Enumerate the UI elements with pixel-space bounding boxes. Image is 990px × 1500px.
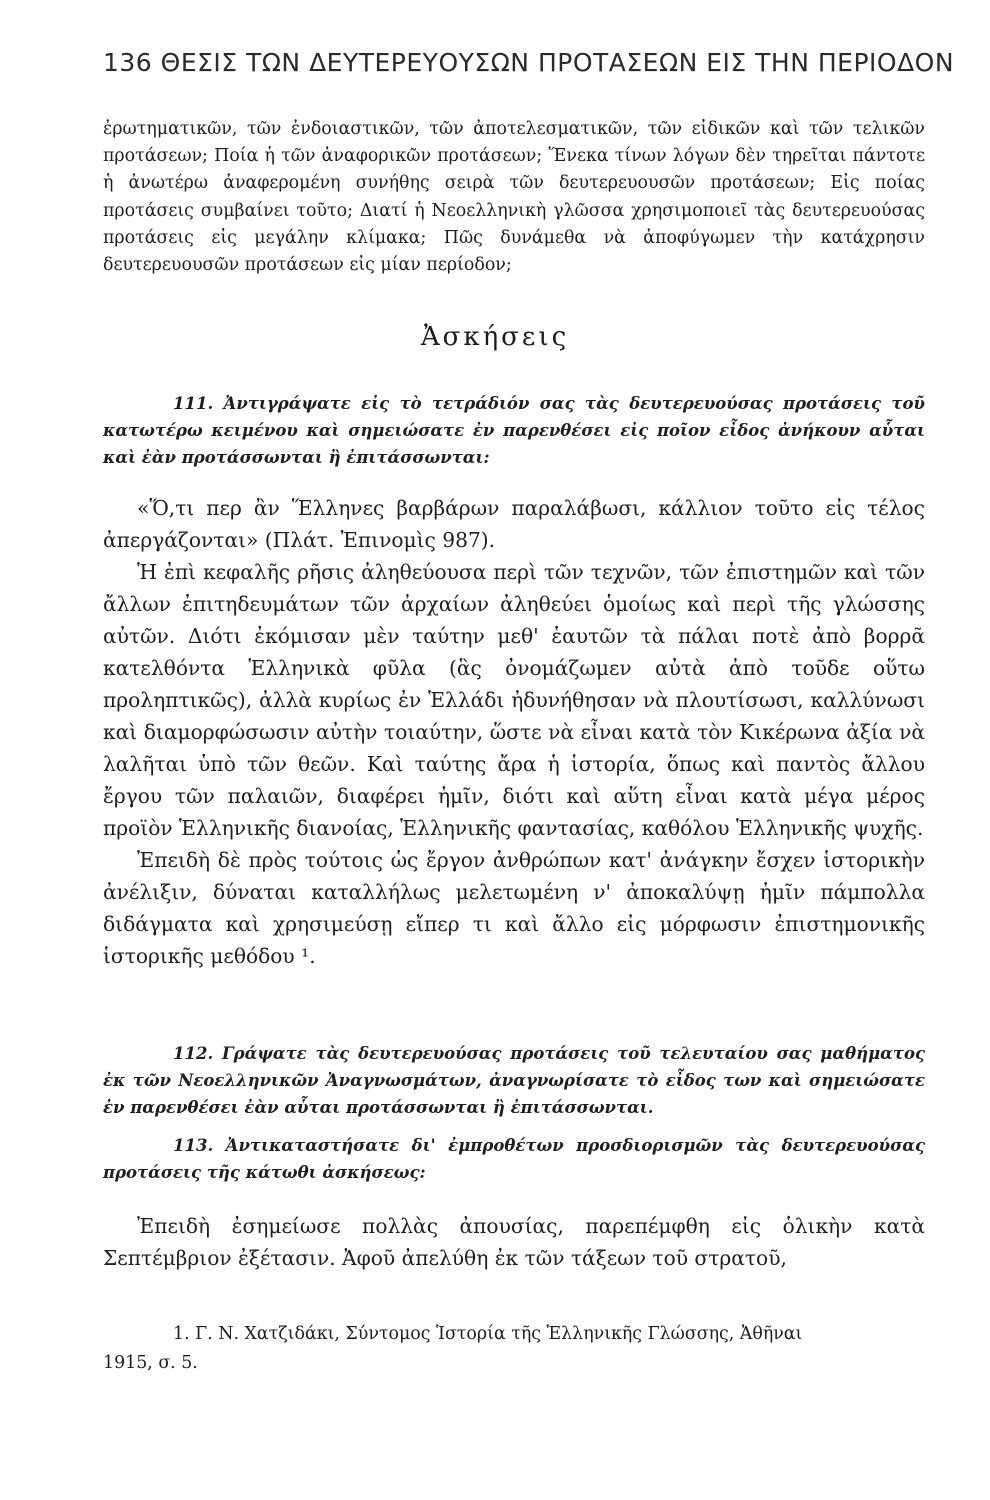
exercise-113-text: Ἐπειδὴ ἐσημείωσε πολλὰς ἀπουσίας, παρεπέμφθη εἰς ὁλικὴν κατὰ Σεπτέμβριον ἐξέτασιν. Ἀφοῦ ἀπελύθη ἐκ τῶν τάξεων τοῦ στρατοῦ,: [103, 1214, 925, 1270]
passage-paragraph-2: Ἡ ἐπὶ κεφαλῆς ρῆσις ἀληθεύουσα περὶ τῶν τεχνῶν, τῶν ἐπιστημῶν καὶ τῶν ἄλλων ἐπιτηδευμάτων τῶν ἀρχαίων ἀληθεύει ὁμοίως καὶ περὶ τῆς γλώσσης αὐτῶν. Διότι ἐκόμισαν μὲν ταύτην μεθ' ἑαυτῶν τὰ πάλαι ποτὲ ἀπὸ βορρᾶ κατελθόντα Ἑλληνικὰ φῦλα (ἃς ὀνομάζωμεν αὐτὰ ἀπὸ τοῦδε οὕτω προληπτικῶς), ἀλλὰ κυρίως ἐν Ἑλλάδι ἠδυνήθησαν νὰ πλουτίσωσι, καλλύνωσι καὶ διαμορφώσωσιν αὐτὴν τοιαύτην, ὥστε νὰ εἶναι κατὰ τὸν Κικέρωνα ἀξία νὰ λαλῆται ὑπὸ τῶν θεῶν. Καὶ ταύτης ἄρα ἡ ἱστορία, ὅπως καὶ παντὸς ἄλλου ἔργου τῶν παλαιῶν, διαφέρει ἡμῖν, διότι καὶ αὕτη εἶναι κατὰ μέγα μέρος προϊὸν Ἑλληνικῆς διανοίας, Ἑλληνικῆς φαντασίας, καθόλου Ἑλληνικῆς ψυχῆς.: [103, 560, 925, 840]
passage-paragraph-1: «Ὅ,τι περ ἂν Ἕλληνες βαρβάρων παραλάβωσι, κάλλιον τοῦτο εἰς τέλος ἀπεργάζονται» (Πλάτ. Ἐπινομὶς 987).: [103, 496, 925, 552]
intro-text: ἐρωτηματικῶν, τῶν ἐνδοιαστικῶν, τῶν ἀποτελεσματικῶν, τῶν εἰδικῶν καὶ τῶν τελικῶν προτάσεων; Ποία ἡ τῶν ἀναφορικῶν προτάσεων; Ἕνεκα τίνων λόγων δὲν τηρεῖται πάντοτε ἡ ἀνωτέρω ἀναφερομένη συνήθης σειρὰ τῶν δευτερευουσῶν προτάσεων; Εἰς ποίας προτάσεις συμβαίνει τοῦτο; Διατί ἡ Νεοελληνικὴ γλῶσσα χρησιμοποιεῖ τὰς δευτερευούσας προτάσεις εἰς μεγάλην κλίμακα; Πῶς δυνάμεθα νὰ ἀποφύγωμεν τὴν κατάχρησιν δευτερευουσῶν προτάσεων εἰς μίαν περίοδον;: [103, 119, 925, 276]
footnote-line-1: 1. Γ. Ν. Χατζιδάκι, Σύντομος Ἱστορία τῆς Ἑλληνικῆς Γλώσσης, Ἀθῆναι: [173, 1324, 803, 1344]
footnote-line-2: 1915, σ. 5.: [103, 1353, 198, 1373]
footnote: [103, 1320, 925, 1378]
section-heading: Ἀσκήσεις: [420, 322, 570, 352]
exercise-111-passage: [103, 492, 925, 972]
intro-paragraph: [103, 116, 925, 279]
running-head: 136 ΘΕΣΙΣ ΤΩΝ ΔΕΥΤΕΡΕΥΟΥΣΩΝ ΠΡΟΤΑΣΕΩΝ ΕΙΣ ΤΗΝ ΠΕΡΙΟΔΟΝ: [103, 48, 955, 77]
exercise-112-instruction: 112. Γράψατε τὰς δευτερευούσας προτάσεις τοῦ τελευταίου σας μαθήματος ἐκ τῶν Νεοελληνικῶν Ἀναγνωσμάτων, ἀναγνωρίσατε τὸ εἶδος των καὶ σημειώσατε ἐν παρενθέσει ἐὰν αὗται προτάσσωνται ἢ ἐπιτάσσωνται.: [103, 1044, 925, 1117]
exercise-113-instruction: 113. Ἀντικαταστήσατε δι' ἐμπροθέτων προσδιορισμῶν τὰς δευτερευούσας προτάσεις τῆς κάτωθι ἀσκήσεως:: [103, 1136, 925, 1182]
exercise-111-instruction: 111. Ἀντιγράψατε εἰς τὸ τετράδιόν σας τὰς δευτερευούσας προτάσεις τοῦ κατωτέρω κειμένου καὶ σημειώσατε ἐν παρενθέσει εἰς ποῖον εἶδος ἀνήκουν αὗται καὶ ἐὰν προτάσσωνται ἢ ἐπιτάσσωνται:: [103, 394, 925, 467]
passage-paragraph-3: Ἐπειδὴ δὲ πρὸς τούτοις ὡς ἔργον ἀνθρώπων κατ' ἀνάγκην ἔσχεν ἱστορικὴν ἀνέλιξιν, δύναται καταλλήλως μελετωμένη ν' ἀποκαλύψῃ ἡμῖν πάμπολλα διδάγματα καὶ χρησιμεύσῃ εἴπερ τι καὶ ἄλλο εἰς μόρφωσιν ἐπιστημονικῆς ἱστορικῆς μεθόδου ¹.: [103, 848, 925, 968]
